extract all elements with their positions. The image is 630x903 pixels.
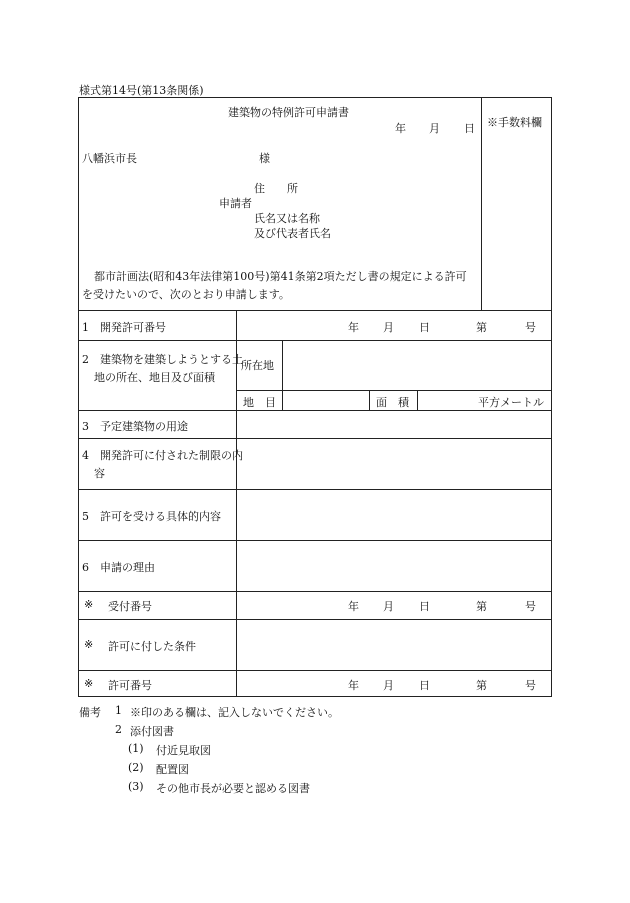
name-label-line1: 氏名又は名称: [254, 212, 320, 225]
conditions-label: 許可に付した条件: [108, 640, 196, 653]
header-date-month: 月: [429, 122, 440, 135]
building-use-value[interactable]: [238, 412, 550, 437]
note-subitem-text: その他市長が必要と認める図書: [156, 782, 310, 795]
note-subitem-number: (3): [128, 780, 144, 793]
land-category-label: 地 目: [243, 396, 276, 409]
restriction-label: 4 開発許可に付された制限の内容: [82, 449, 243, 480]
note-1-number: 1: [115, 704, 122, 717]
notes-heading: 備考: [79, 706, 101, 719]
fee-column-label: ※手数料欄: [487, 116, 542, 129]
header-date-day: 日: [464, 122, 475, 135]
receipt-label: 受付番号: [108, 600, 152, 613]
row-divider: [78, 410, 552, 411]
row-divider: [78, 591, 552, 592]
permit-number-year: 年: [348, 321, 359, 334]
note-subitem-number: (1): [128, 742, 144, 755]
permit-details-label: 5 許可を受ける具体的内容: [82, 510, 221, 523]
area-unit: 平方メートル: [478, 396, 544, 409]
permission-suffix: 号: [525, 679, 536, 692]
permit-details-value[interactable]: [238, 491, 550, 539]
permit-number-day: 日: [419, 321, 430, 334]
building-use-label: 3 予定建築物の用途: [82, 420, 188, 433]
note-subitem-text: 付近見取図: [156, 744, 211, 757]
row-divider: [78, 340, 552, 341]
location-value[interactable]: [284, 342, 550, 388]
location-label-divider: [282, 340, 283, 390]
permission-day: 日: [419, 679, 430, 692]
permission-label: 許可番号: [108, 679, 152, 692]
note-2-number: 2: [115, 723, 122, 736]
row-divider: [78, 619, 552, 620]
honorific: 様: [259, 152, 270, 165]
permission-prefix: 第: [476, 679, 487, 692]
restriction-value[interactable]: [238, 440, 550, 488]
receipt-month: 月: [383, 600, 394, 613]
header-date-year: 年: [395, 122, 406, 135]
note-1-text: ※印のある欄は、記入しないでください。: [130, 706, 339, 719]
land-cell-divider: [369, 390, 370, 410]
permit-number-label: 1 開発許可番号: [82, 321, 166, 334]
permit-number-month: 月: [383, 321, 394, 334]
reason-label: 6 申請の理由: [82, 561, 155, 574]
location-label: 所在地: [241, 359, 274, 372]
land-label: 2 建築物を建築しようとする土地の所在、地目及び面積: [82, 353, 243, 384]
addressee: 八幡浜市長: [82, 152, 137, 165]
receipt-mark: ※: [84, 598, 94, 611]
reason-value[interactable]: [238, 542, 550, 590]
receipt-year: 年: [348, 600, 359, 613]
receipt-day: 日: [419, 600, 430, 613]
land-cell-divider: [282, 390, 283, 410]
name-label-line2: 及び代表者氏名: [254, 227, 331, 240]
permit-number-suffix: 号: [525, 321, 536, 334]
permission-mark: ※: [84, 677, 94, 690]
form-title: 建築物の特例許可申請書: [228, 106, 349, 119]
note-2-text: 添付図書: [130, 725, 174, 738]
fee-column-divider: [481, 97, 482, 311]
permission-month: 月: [383, 679, 394, 692]
row-divider: [78, 540, 552, 541]
receipt-prefix: 第: [476, 600, 487, 613]
land-category-value[interactable]: [284, 392, 368, 409]
application-statement: 都市計画法(昭和43年法律第100号)第41条第2項ただし書の規定による許可を受けたいので、次のとおり申請します。: [82, 270, 467, 301]
row-divider: [78, 489, 552, 490]
conditions-mark: ※: [84, 638, 94, 651]
land-cell-divider: [417, 390, 418, 410]
row-divider: [78, 438, 552, 439]
applicant-label: 申請者: [219, 197, 252, 210]
form-number: 様式第14号(第13条関係): [79, 84, 204, 97]
area-value[interactable]: [419, 392, 477, 409]
permit-number-prefix: 第: [476, 321, 487, 334]
note-subitem-text: 配置図: [156, 763, 189, 776]
receipt-suffix: 号: [525, 600, 536, 613]
land-subrow-divider: [236, 390, 552, 391]
address-label: 住 所: [254, 182, 298, 195]
row-divider: [78, 670, 552, 671]
permission-year: 年: [348, 679, 359, 692]
note-subitem-number: (2): [128, 761, 144, 774]
area-label: 面 積: [376, 396, 409, 409]
